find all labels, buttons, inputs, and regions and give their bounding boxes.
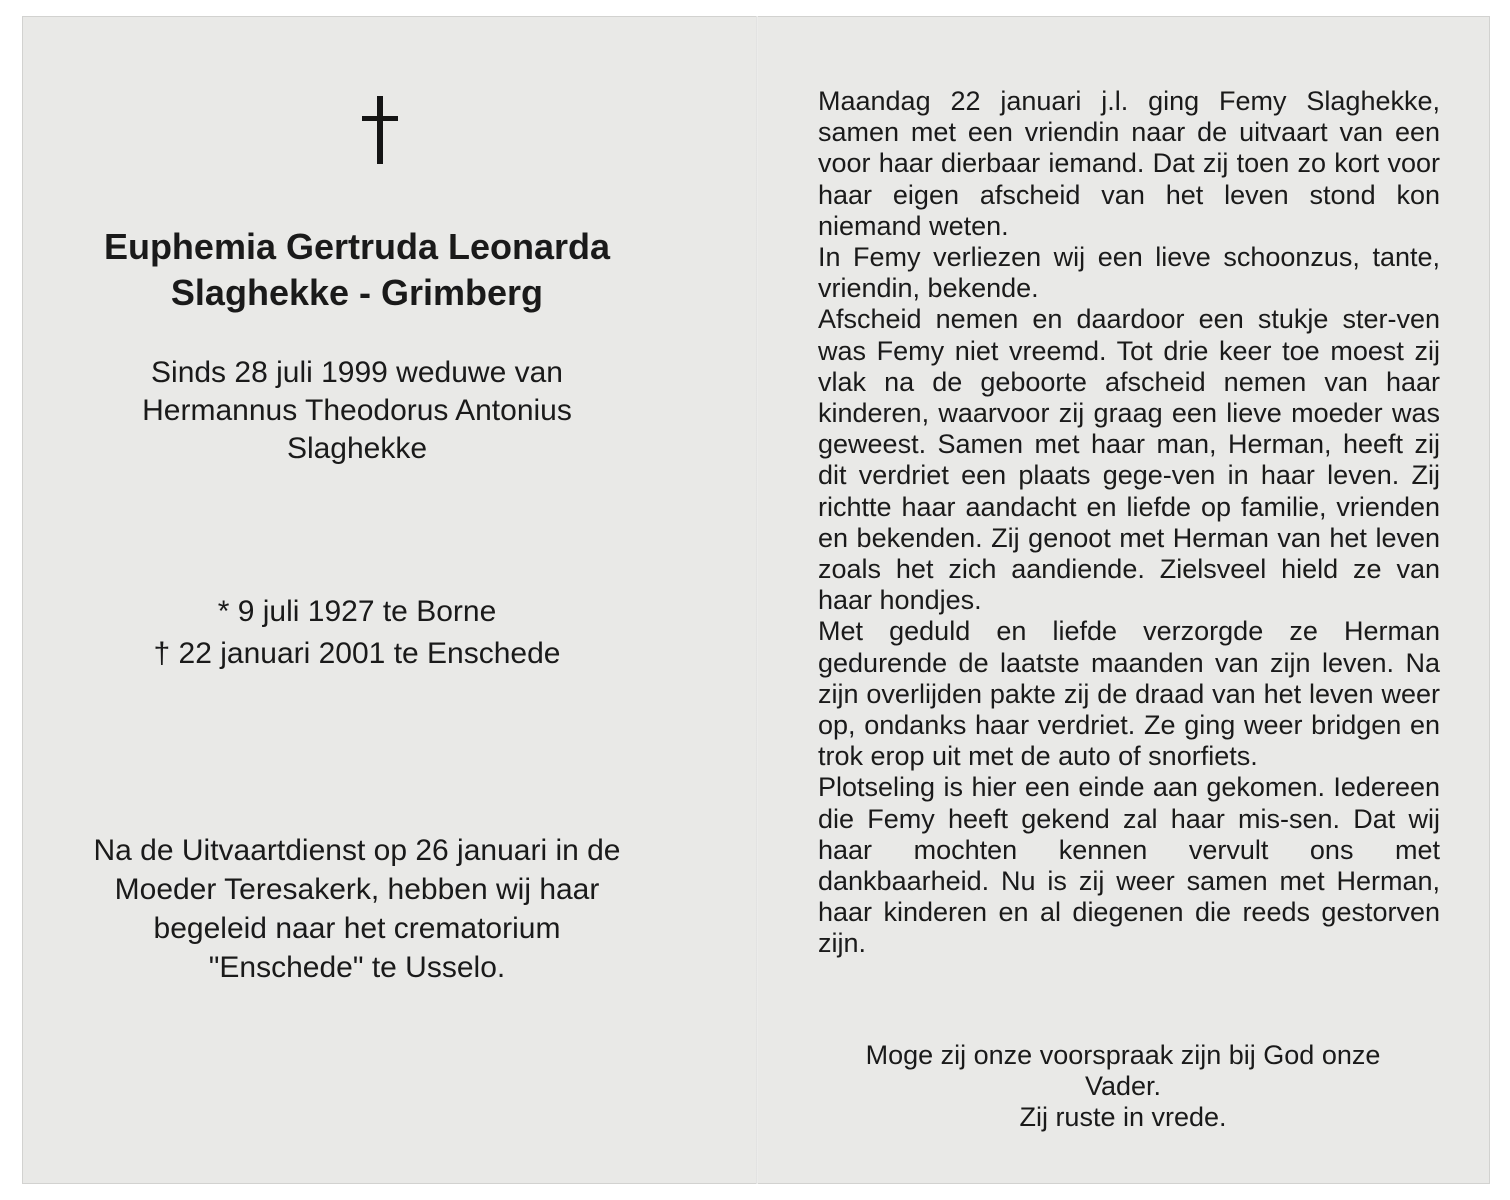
closing-line-1: Moge zij onze voorspraak zijn bij God onze (865, 1040, 1381, 1070)
widow-line-3: Slaghekke (286, 432, 428, 465)
funeral-service-info (22, 831, 692, 987)
closing-line-2: Vader. (1084, 1071, 1162, 1101)
service-line-1: Na de Uitvaartdienst op 26 januari in de (93, 834, 621, 867)
card-fold (756, 16, 758, 1184)
left-page (22, 16, 692, 1184)
memorial-text (818, 86, 1440, 960)
paragraph: Afscheid nemen en daardoor een stukje ster-ven was Femy niet vreemd. Tot drie keer toe moest zij vlak na de geboorte afscheid nemen van haar kinderen, waarvoor zij graag een lieve moeder was geweest. Samen met haar man, Herman, heeft zij dit verdriet een plaats gege-ven in haar leven. Zij richtte haar aandacht en liefde op familie, vrienden en bekenden. Zij genoot met Herman van het leven zoals het zich aandiende. Zielsveel hield ze van haar hondjes. (818, 304, 1440, 616)
closing-prayer (818, 1040, 1428, 1133)
closing-line-3: Zij ruste in vrede. (1019, 1102, 1227, 1132)
name-line-2: Slaghekke - Grimberg (170, 272, 544, 313)
paragraph: Plotseling is hier een einde aan gekomen. Iedereen die Femy heeft gekend zal haar mis-sen. Dat wij haar mochten kennen vervult ons met dankbaarheid. Nu is zij weer samen met Herman, haar kinderen en al diegenen die reeds gestorven zijn. (818, 772, 1440, 959)
widow-line-2: Hermannus Theodorus Antonius (142, 394, 572, 427)
right-page (818, 86, 1440, 960)
paragraph: Met geduld en liefde verzorgde ze Herman gedurende de laatste maanden van zijn leven. Na zijn overlijden pakte zij de draad van het leven weer op, ondanks haar verdriet. Ze ging weer bridgen en trok erop uit met de auto of snorfiets. (818, 616, 1440, 772)
name-line-1: Euphemia Gertruda Leonarda (103, 226, 611, 267)
paragraph: Maandag 22 januari j.l. ging Femy Slaghekke, samen met een vriendin naar de uitvaart van een voor haar dierbaar iemand. Dat zij toen zo kort voor haar eigen afscheid van het leven stond kon niemand weten. (818, 86, 1440, 241)
service-line-2: Moeder Teresakerk, hebben wij haar (114, 873, 600, 906)
widow-statement (22, 354, 692, 468)
death-date: † 22 januari 2001 te Enschede (153, 637, 561, 670)
service-line-4: "Enschede" te Usselo. (208, 951, 506, 984)
birth-date: * 9 juli 1927 te Borne (217, 595, 497, 628)
life-dates (22, 591, 692, 675)
cross-icon (360, 96, 400, 166)
service-line-3: begeleid naar het crematorium (153, 912, 561, 945)
deceased-name (22, 224, 692, 316)
paragraph: In Femy verliezen wij een lieve schoonzus, tante, vriendin, bekende. (818, 242, 1440, 304)
widow-line-1: Sinds 28 juli 1999 weduwe van (151, 356, 563, 389)
